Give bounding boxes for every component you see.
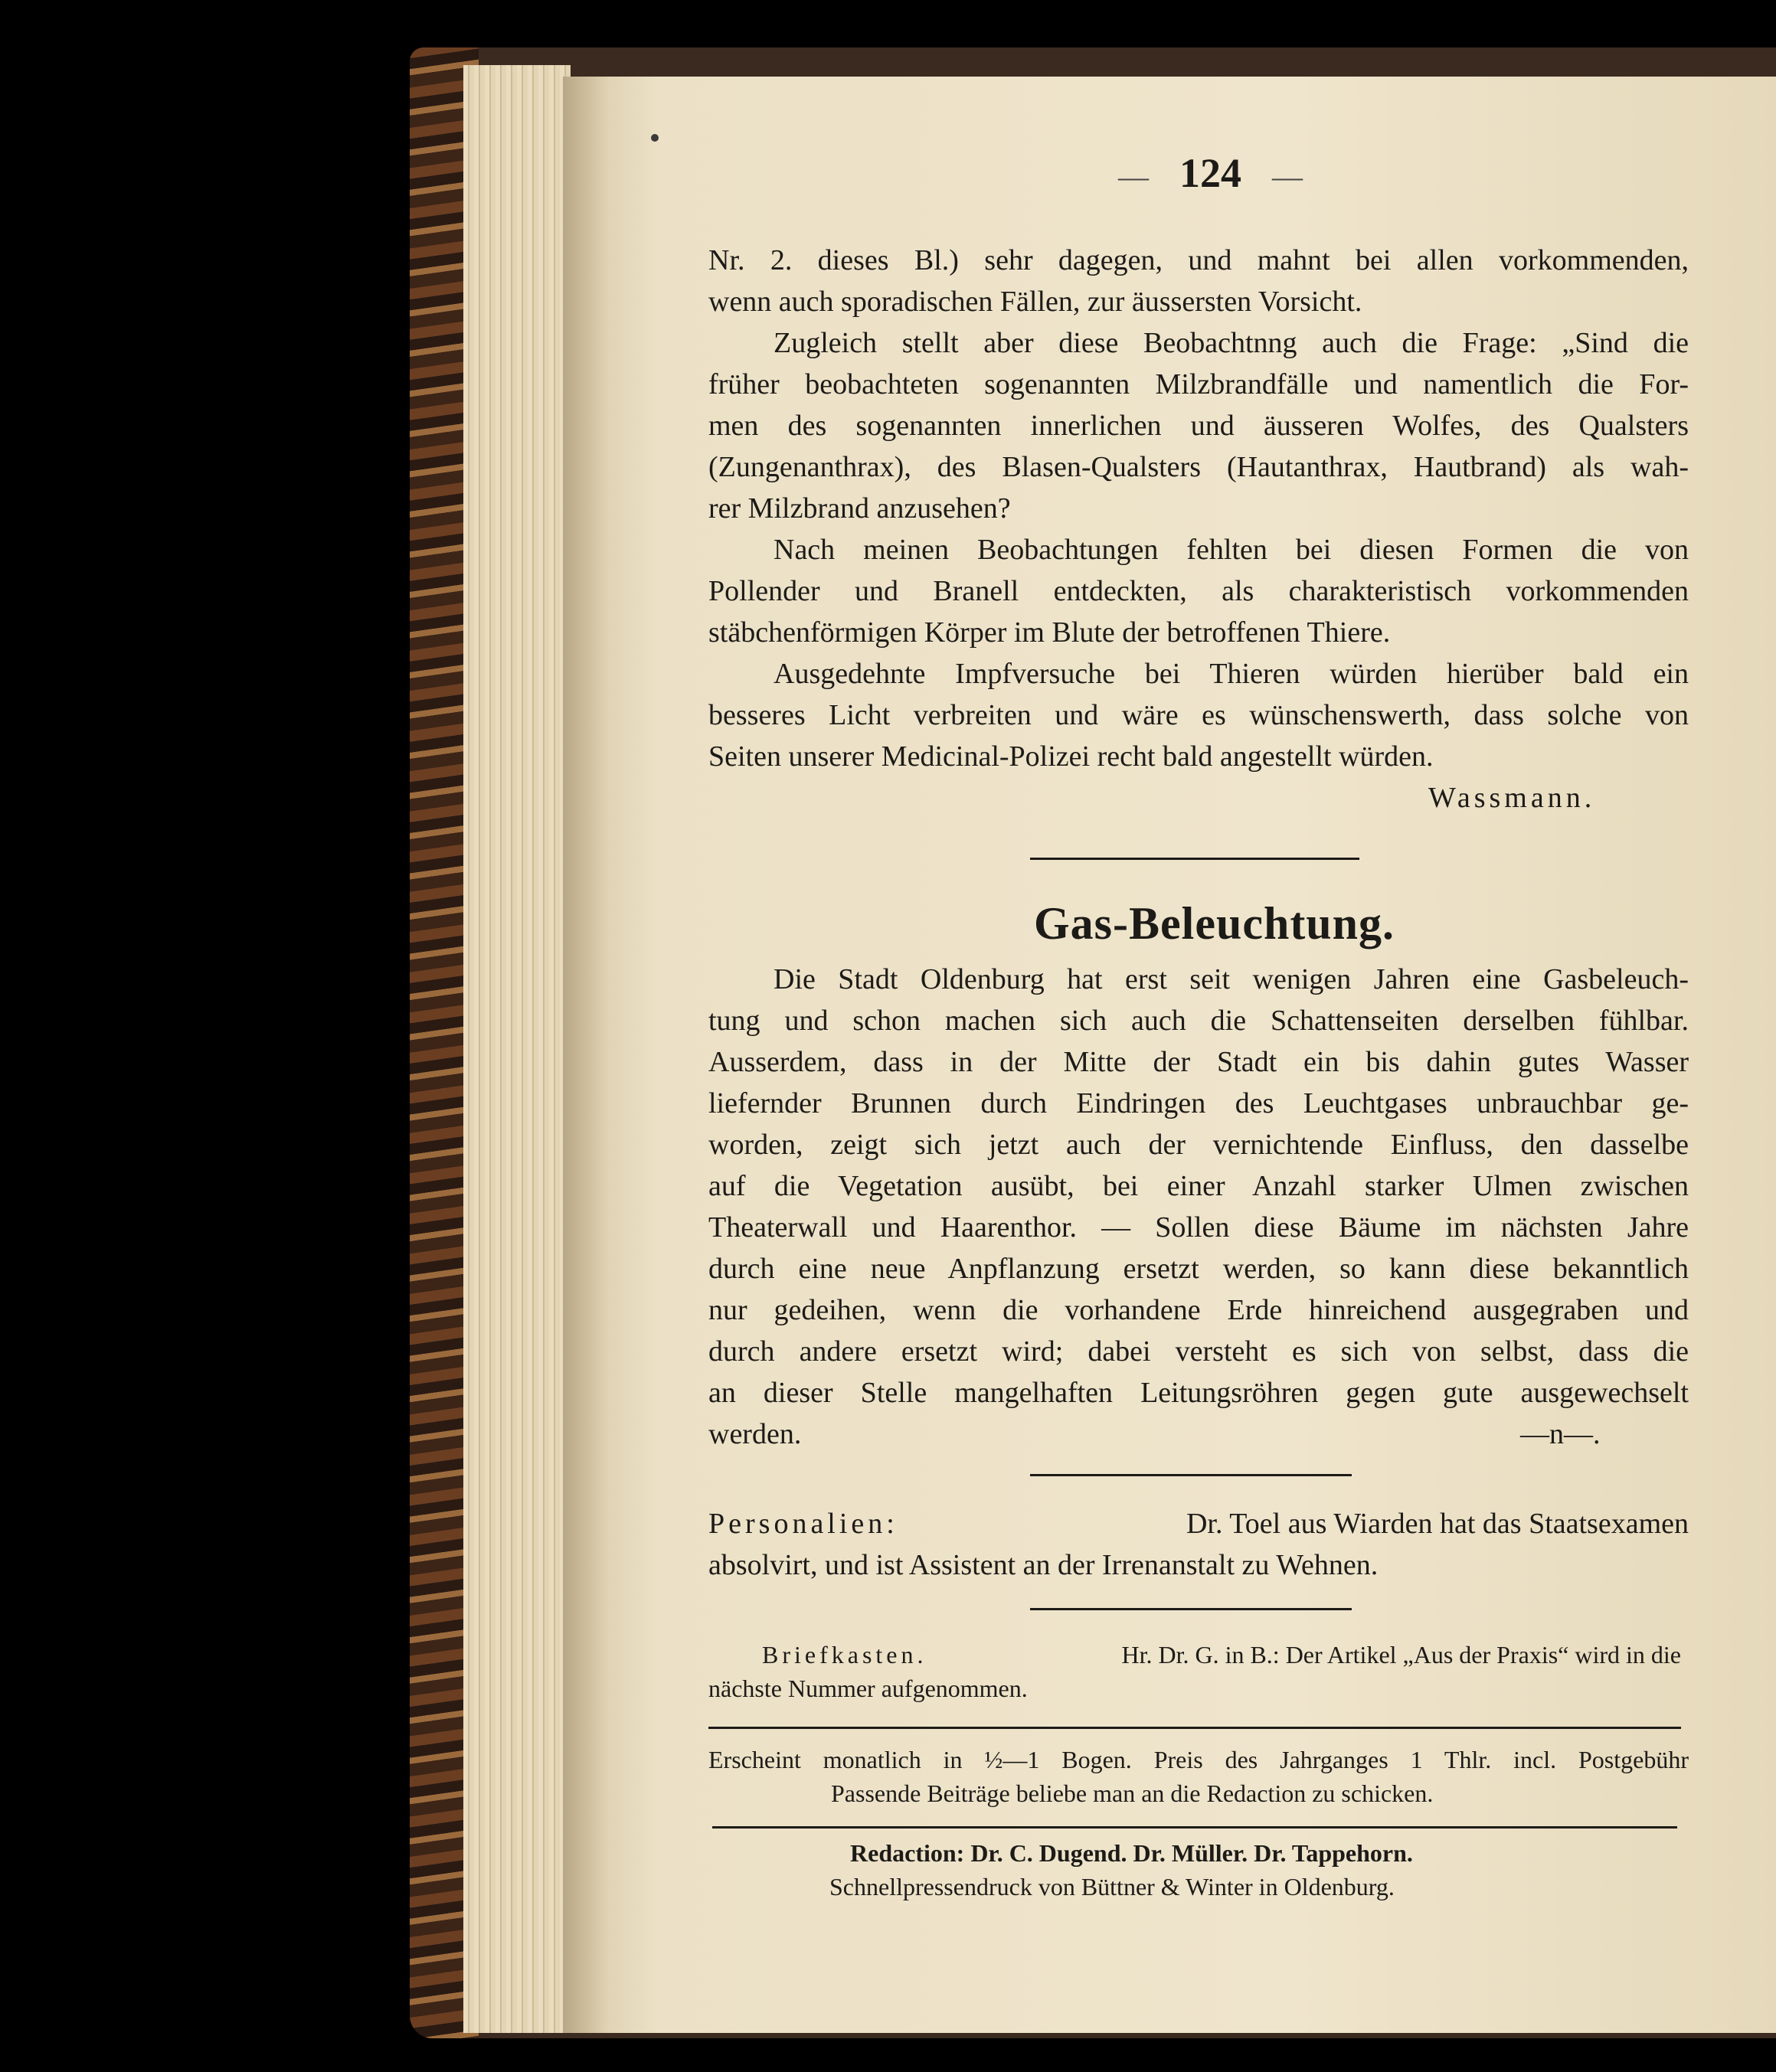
section-rule	[1030, 858, 1359, 860]
text-line: früher beobachteten sogenannten Milzbrandfälle und namentlich die For-	[708, 368, 1689, 400]
briefkasten-text: Hr. Dr. G. in B.: Der Artikel „Aus der Praxis“ wird in die	[1121, 1641, 1681, 1668]
footer-rule	[712, 1826, 1677, 1829]
footer-rule	[708, 1727, 1681, 1729]
text-line: Ausgedehnte Impfversuche bei Thieren würden hierüber bald ein	[774, 658, 1689, 690]
printer-line: Schnellpressendruck von Büttner & Winter in Oldenburg.	[829, 1873, 1395, 1900]
text-line: durch andere ersetzt wird; dabei versteht es sich von selbst, dass die	[708, 1335, 1689, 1368]
text-line: werden.	[708, 1418, 802, 1450]
section-heading: Gas-Beleuchtung.	[1034, 898, 1395, 949]
text-line: tung und schon machen sich auch die Schattenseiten derselben fühlbar.	[708, 1005, 1689, 1037]
author-signature: Wassmann.	[1428, 782, 1596, 814]
briefkasten-line	[762, 1641, 1681, 1679]
text-line: Zugleich stellt aber diese Beobachtnng auch die Frage: „Sind die	[774, 327, 1689, 359]
redaction-line: Redaction: Dr. C. Dugend. Dr. Müller. Dr. Tappehorn.	[850, 1839, 1413, 1867]
section-rule	[1030, 1474, 1352, 1476]
text-line: liefernder Brunnen durch Eindringen des Leuchtgases unbrauchbar ge-	[708, 1087, 1689, 1119]
author-signature: —n—.	[1520, 1418, 1601, 1450]
text-line: rer Milzbrand anzusehen?	[708, 492, 1011, 525]
section-rule	[1030, 1608, 1352, 1610]
text-line: stäbchenförmigen Körper im Blute der betroffenen Thiere.	[708, 616, 1391, 649]
page-edges	[463, 65, 571, 2033]
text-line: Die Stadt Oldenburg hat erst seit wenigen Jahren eine Gasbeleuch-	[774, 963, 1689, 995]
text-line: nächste Nummer aufgenommen.	[708, 1675, 1028, 1702]
text-line: Nach meinen Beobachtungen fehlten bei diesen Formen die von	[774, 534, 1689, 566]
briefkasten-label: Briefkasten.	[762, 1641, 927, 1668]
text-line: (Zungenanthrax), des Blasen-Qualsters (Hautanthrax, Hautbrand) als wah-	[708, 451, 1689, 483]
text-line: an dieser Stelle mangelhaften Leitungsröhren gegen gute ausgewechselt	[708, 1377, 1689, 1409]
personalien-text: Dr. Toel aus Wiarden hat das Staatsexamen	[1186, 1508, 1689, 1540]
text-line: Theaterwall und Haarenthor. — Sollen diese Bäume im nächsten Jahre	[708, 1211, 1689, 1244]
text-line: Pollender und Branell entdeckten, als charakteristisch vorkommenden	[708, 575, 1689, 607]
text-line: nur gedeihen, wenn die vorhandene Erde hinreichend ausgegraben und	[708, 1294, 1689, 1326]
gutter-shadow	[563, 77, 609, 2033]
text-line: wenn auch sporadischen Fällen, zur äussersten Vorsicht.	[708, 286, 1362, 318]
text-line: men des sogenannten innerlichen und äusseren Wolfes, des Qualsters	[708, 410, 1689, 442]
personalien-line	[708, 1507, 1689, 1545]
text-line: Seiten unserer Medicinal-Polizei recht bald angestellt würden.	[708, 740, 1434, 773]
text-line: Ausserdem, dass in der Mitte der Stadt ein bis dahin gutes Wasser	[708, 1046, 1689, 1078]
text-line: durch eine neue Anpflanzung ersetzt werden, so kann diese bekanntlich	[708, 1253, 1689, 1285]
personalien-label: Personalien:	[708, 1508, 898, 1540]
text-line: worden, zeigt sich jetzt auch der vernichtende Einfluss, den dasselbe	[708, 1129, 1689, 1161]
text-line: Nr. 2. dieses Bl.) sehr dagegen, und mahnt bei allen vorkommenden,	[708, 244, 1689, 276]
footer-line: Erscheint monatlich in ½—1 Bogen. Preis des Jahrganges 1 Thlr. incl. Postgebühr	[708, 1746, 1689, 1773]
footer-line: Passende Beiträge beliebe man an die Redaction zu schicken.	[831, 1780, 1434, 1807]
text-line: auf die Vegetation ausübt, bei einer Anzahl starker Ulmen zwischen	[708, 1170, 1689, 1202]
text-line: besseres Licht verbreiten und wäre es wünschenswerth, dass solche von	[708, 699, 1689, 731]
ink-dot	[651, 134, 659, 142]
page-number: — 124 —	[1118, 150, 1303, 196]
text-line: absolvirt, und ist Assistent an der Irrenanstalt zu Wehnen.	[708, 1549, 1379, 1581]
